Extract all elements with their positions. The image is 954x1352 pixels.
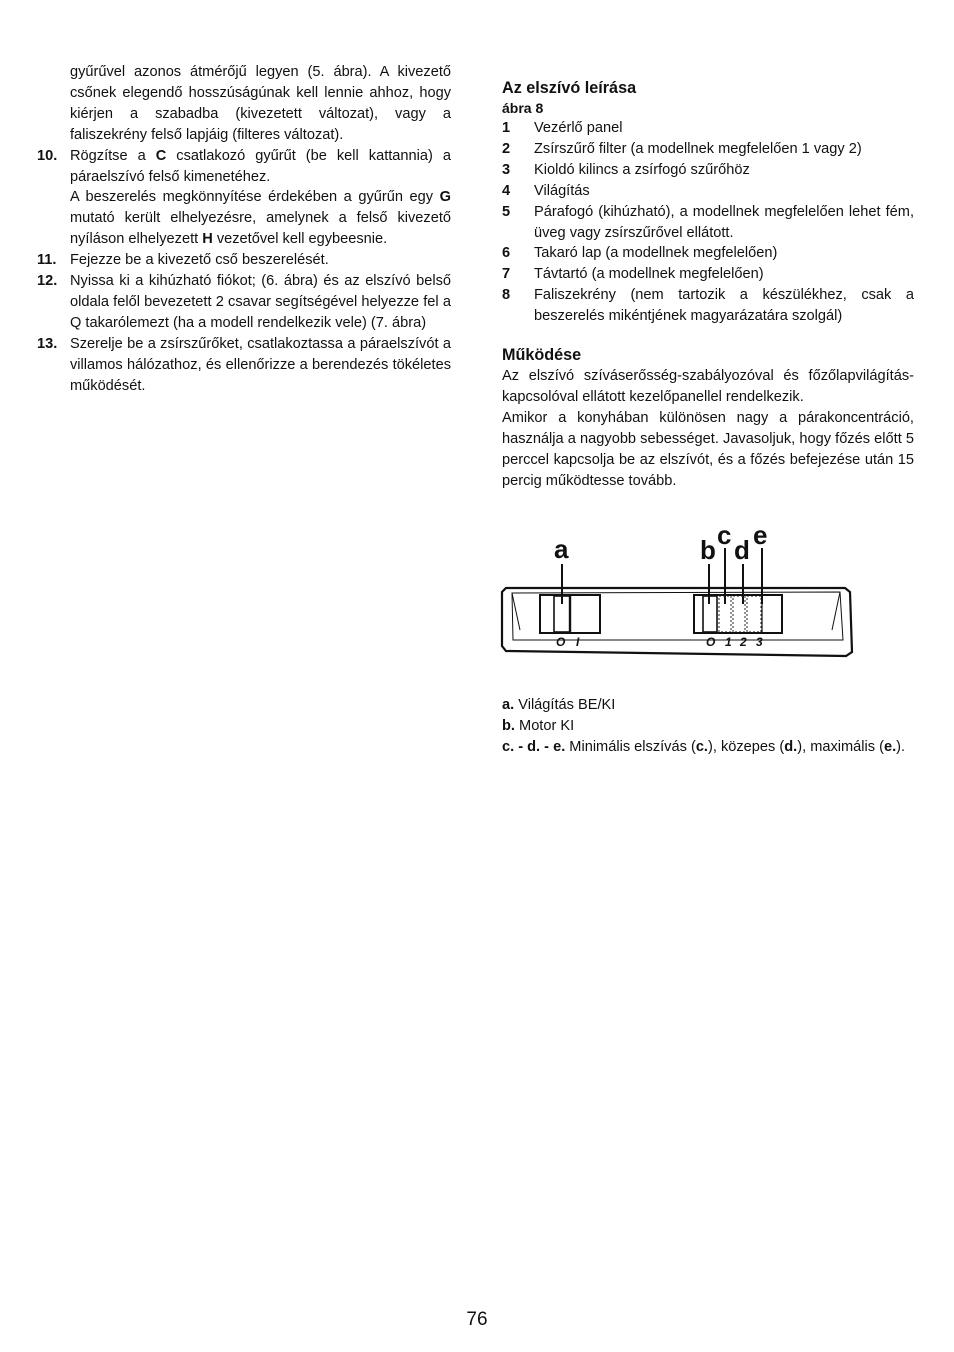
component-text: Zsírszűrő filter (a modellnek megfelelően 1 vagy 2) bbox=[534, 140, 862, 157]
scale-left-0: O bbox=[556, 635, 566, 649]
scale-right-2: 2 bbox=[740, 635, 747, 649]
legend-a: a. Világítás BE/KI bbox=[502, 697, 616, 713]
component-number: 3 bbox=[502, 161, 511, 178]
component-item bbox=[502, 181, 914, 202]
component-item bbox=[502, 243, 914, 264]
step-text: Fejezze be a kivezető cső beszerelését. bbox=[70, 252, 329, 269]
label-d: d bbox=[734, 535, 750, 565]
step-12 bbox=[37, 271, 451, 334]
step-text: Rögzítse a C csatlakozó gyűrűt (be kell kattannia) a páraelszívó felső kimenetéhez. bbox=[70, 147, 451, 185]
component-item bbox=[502, 118, 914, 139]
scale-right-0: O bbox=[706, 635, 716, 649]
label-b: b bbox=[700, 535, 716, 565]
description-heading: Az elszívó leírása bbox=[502, 79, 637, 97]
component-text: Faliszekrény (nem tartozik a készülékhez, csak a beszerelés mikéntjének magyarázatára szolgál) bbox=[534, 287, 914, 325]
component-number: 7 bbox=[502, 266, 511, 283]
component-text: Távtartó (a modellnek megfelelően) bbox=[534, 266, 764, 283]
component-number: 6 bbox=[502, 245, 511, 262]
step-text: Szerelje be a zsírszűrőket, csatlakoztassa a páraelszívót a villamos hálózathoz, és ellenőrizze a berendezés tökéletes működését. bbox=[70, 335, 451, 394]
component-number: 5 bbox=[502, 203, 511, 220]
figure-reference: ábra 8 bbox=[502, 100, 544, 116]
component-number: 8 bbox=[502, 287, 511, 304]
speed-switch-housing bbox=[694, 595, 782, 633]
operation-paragraph: Amikor a konyhában különösen nagy a párakoncentráció, használja a nagyobb sebességet. Javasoljuk, hogy főzés előtt 5 perccel kapcsolja be az elszívót, és a főzés befejezése után 15 percig működtesse tovább. bbox=[502, 409, 914, 489]
component-text: Párafogó (kihúzható), a modellnek megfelelően lehet fém, üveg vagy zsírszűrővel ellátott. bbox=[534, 203, 914, 241]
figure-legend bbox=[502, 695, 914, 758]
component-number: 2 bbox=[502, 140, 511, 157]
step-number: 10. bbox=[37, 147, 58, 164]
component-text: Világítás bbox=[534, 182, 590, 199]
operation-heading: Működése bbox=[502, 346, 582, 365]
intro-line: gyűrűvel azonos átmérőjű legyen (5. ábra). A kivezető bbox=[70, 64, 451, 80]
step-10 bbox=[37, 146, 451, 188]
legend-cde: c. - d. - e. Minimális elszívás (c.), közepes (d.), maximális (e.). bbox=[502, 739, 906, 755]
scale-right-1: 1 bbox=[725, 635, 732, 649]
label-c: c bbox=[717, 520, 732, 550]
step-number: 13. bbox=[37, 335, 58, 352]
component-text: Kioldó kilincs a zsírfogó szűrőhöz bbox=[534, 161, 750, 178]
intro-paragraph bbox=[70, 62, 451, 146]
step-number: 11. bbox=[37, 252, 57, 269]
component-number: 4 bbox=[502, 182, 511, 199]
component-number: 1 bbox=[502, 120, 511, 136]
component-item bbox=[502, 264, 914, 285]
component-item bbox=[502, 160, 914, 181]
label-a: a bbox=[554, 534, 569, 564]
operation-paragraph: Az elszívó szíváserősség-szabályozóval és főzőlapvilágítás-kapcsolóval ellátott kezelőpanellel rendelkezik. bbox=[502, 368, 914, 405]
step-13 bbox=[37, 334, 451, 397]
step-10-note: A beszerelés megkönnyítése érdekében a gyűrűn egy G mutató került elhelyezésre, amelynek a felső kivezető nyíláson elhelyezett H vezetővel kell egybeesnie. bbox=[70, 189, 451, 248]
intro-line: csőnek elegendő hosszúságúnak kell lennie ahhoz, hogy bbox=[70, 84, 451, 101]
step-text: Nyissa ki a kihúzható fiókot; (6. ábra) és az elszívó belső oldala felől bevezetett 2 csavar segítségével helyezze fel a Q takarólemezt (ha a modell rendelkezik vele) (7. ábra) bbox=[70, 273, 451, 331]
control-panel-figure bbox=[500, 520, 856, 660]
intro-line: faliszekrény felső lapjáig (filteres változat). bbox=[70, 126, 344, 143]
legend-b: b. Motor KI bbox=[502, 718, 575, 734]
component-text: Vezérlő panel bbox=[534, 120, 623, 136]
step-11 bbox=[37, 250, 451, 271]
label-e: e bbox=[753, 520, 768, 550]
component-item bbox=[502, 285, 914, 327]
component-item bbox=[502, 202, 914, 244]
scale-right-3: 3 bbox=[756, 635, 763, 649]
intro-line: kiérjen a szabadba (kivezetett változat), vagy a bbox=[70, 105, 451, 122]
speed-switch-3 bbox=[747, 596, 761, 632]
component-text: Takaró lap (a modellnek megfelelően) bbox=[534, 245, 778, 262]
scale-left-1: I bbox=[576, 635, 580, 649]
component-item bbox=[502, 139, 914, 160]
right-column bbox=[502, 78, 914, 492]
page-number: 76 bbox=[466, 1309, 488, 1330]
left-column bbox=[37, 62, 451, 397]
step-number: 12. bbox=[37, 273, 58, 290]
